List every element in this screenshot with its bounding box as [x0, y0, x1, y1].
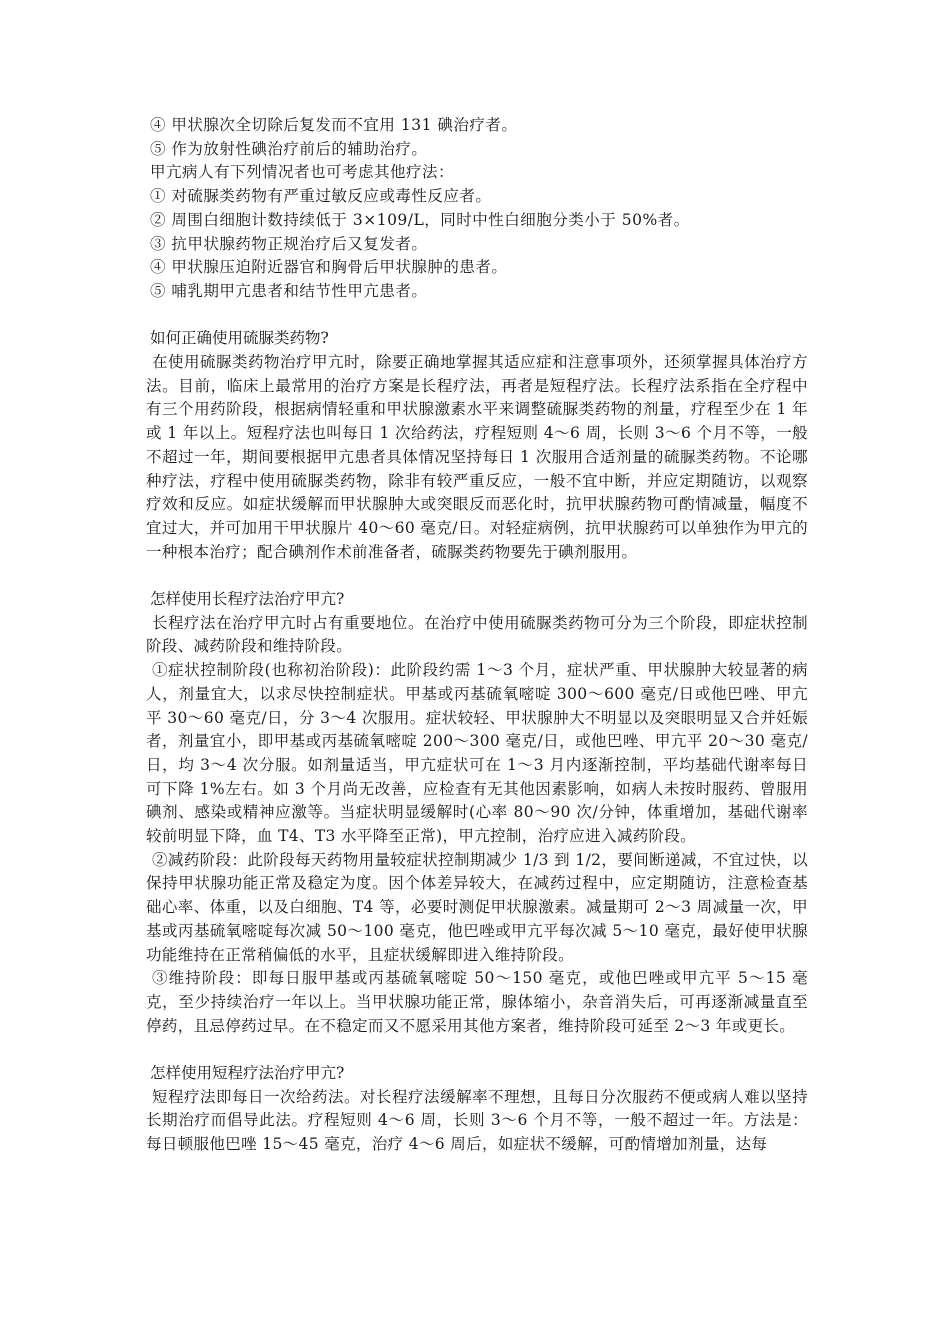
section-heading: 怎样使用长程疗法治疗甲亢? — [150, 590, 345, 609]
spacer — [146, 304, 808, 328]
document-page — [146, 114, 808, 1157]
list-item: ② 周围白细胞计数持续低于 3×109/L，同时中性白细胞分类小于 50%者。 — [150, 210, 690, 229]
list-item: ① 对硫脲类药物有严重过敏反应或毒性反应者。 — [150, 187, 492, 206]
list-item: ④ 甲状腺次全切除后复发而不宜用 131 碘治疗者。 — [150, 116, 518, 134]
list-intro: 甲亢病人有下列情况者也可考虑其他疗法： — [150, 163, 455, 182]
paragraph: 短程疗法即每日一次给药法。对长程疗法缓解率不理想，且每日分次服药不便或病人难以坚持长期治疗而倡导此法。疗程短则 4～6 周，长则 3～6 个月不等，一般不超过一年。方法是：每日顿服他巴唑 15～45 毫克，治疗 4～6 周后，如症状不缓解，可酌情增加剂量，达每 — [146, 1087, 808, 1154]
list-item: ⑤ 作为放射性碘治疗前后的辅助治疗。 — [150, 139, 428, 158]
list-item: ④ 甲状腺压迫附近器官和胸骨后甲状腺肿的患者。 — [150, 258, 508, 277]
list-item: ③ 抗甲状腺药物正规治疗后又复发者。 — [150, 234, 428, 253]
section-heading: 怎样使用短程疗法治疗甲亢? — [150, 1064, 345, 1083]
list-item: ⑤ 哺乳期甲亢患者和结节性甲亢患者。 — [150, 281, 428, 300]
paragraph: ③维持阶段：即每日服甲基或丙基硫氧嘧啶 50～150 毫克，或他巴唑或甲亢平 5～15 毫克，至少持续治疗一年以上。当甲状腺功能正常，腺体缩小，杂音消失后，可再逐渐减量直至停药，且忌停药过早。在不稳定而又不愿采用其他方案者，维持阶段可延至 2～3 年或更长。 — [146, 969, 808, 1035]
spacer — [146, 564, 808, 588]
paragraph: ②减药阶段：此阶段每天药物用量较症状控制期减少 1/3 到 1/2，要间断递减，不宜过快，以保持甲状腺功能正常及稳定为度。因个体差异较大，在减药过程中，应定期随访，注意检查基础心率、体重，以及白细胞、T4 等，必要时测促甲状腺激素。减量期可 2～3 周减量一次，甲基或丙基硫氧嘧啶每次减 50～100 毫克，他巴唑或甲亢平每次减 5～10 毫克，最好使甲状腺功能维持在正常稍偏低的水平，且症状缓解即进入维持阶段。 — [146, 850, 808, 964]
spacer — [146, 1038, 808, 1062]
paragraph: 在使用硫脲类药物治疗甲亢时，除要正确地掌握其适应症和注意事项外，还须掌握具体治疗方法。目前，临床上最常用的治疗方案是长程疗法，再者是短程疗法。长程疗法系指在全疗程中有三个用药阶段，根据病情轻重和甲状腺激素水平来调整硫脲类药物的剂量，疗程至少在 1 年或 1 年以上。短程疗法也叫每日 1 次给药法，疗程短则 4～6 周，长则 3～6 个月不等，一般不超过一年，期间要根据甲亢患者具体情况坚持每日 1 次服用合适剂量的硫脲类药物。不论哪种疗法，疗程中使用硫脲类药物，除非有较严重反应，一般不宜中断，并应定期随访，以观察疗效和反应。如症状缓解而甲状腺肿大或突眼反而恶化时，抗甲状腺药物可酌情减量，幅度不宜过大，并可加用干甲状腺片 40～60 毫克/日。对轻症病例，抗甲状腺药可以单独作为甲亢的一种根本治疗；配合碘剂作术前准备者，硫脲类药物要先于碘剂服用。 — [146, 353, 808, 561]
paragraph: 长程疗法在治疗甲亢时占有重要地位。在治疗中使用硫脲类药物可分为三个阶段，即症状控制阶段、减药阶段和维持阶段。 — [146, 613, 808, 656]
section-heading: 如何正确使用硫脲类药物? — [150, 329, 329, 348]
paragraph: ①症状控制阶段(也称初治阶段)：此阶段约需 1～3 个月，症状严重、甲状腺肿大较显著的病人，剂量宜大，以求尽快控制症状。甲基或丙基硫氧嘧啶 300～600 毫克/日或他巴唑、甲亢平 30～60 毫克/日，分 3～4 次服用。症状较轻、甲状腺肿大不明显以及突眼明显又合并妊娠者，剂量宜小，即甲基或丙基硫氧嘧啶 200～300 毫克/日，或他巴唑、甲亢平 20～30 毫克/日，均 3～4 次分服。如剂量适当，甲亢症状可在 1～3 月内逐渐控制，平均基础代谢率每日可下降 1%左右。如 3 个月尚无改善，应检查有无其他因素影响，如病人未按时服药、曾服用碘剂、感染或精神应激等。当症状明显缓解时(心率 80～90 次/分钟，体重增加，基础代谢率较前明显下降，血 T4、T3 水平降至正常)，甲亢控制，治疗应进入减药阶段。 — [146, 661, 808, 846]
